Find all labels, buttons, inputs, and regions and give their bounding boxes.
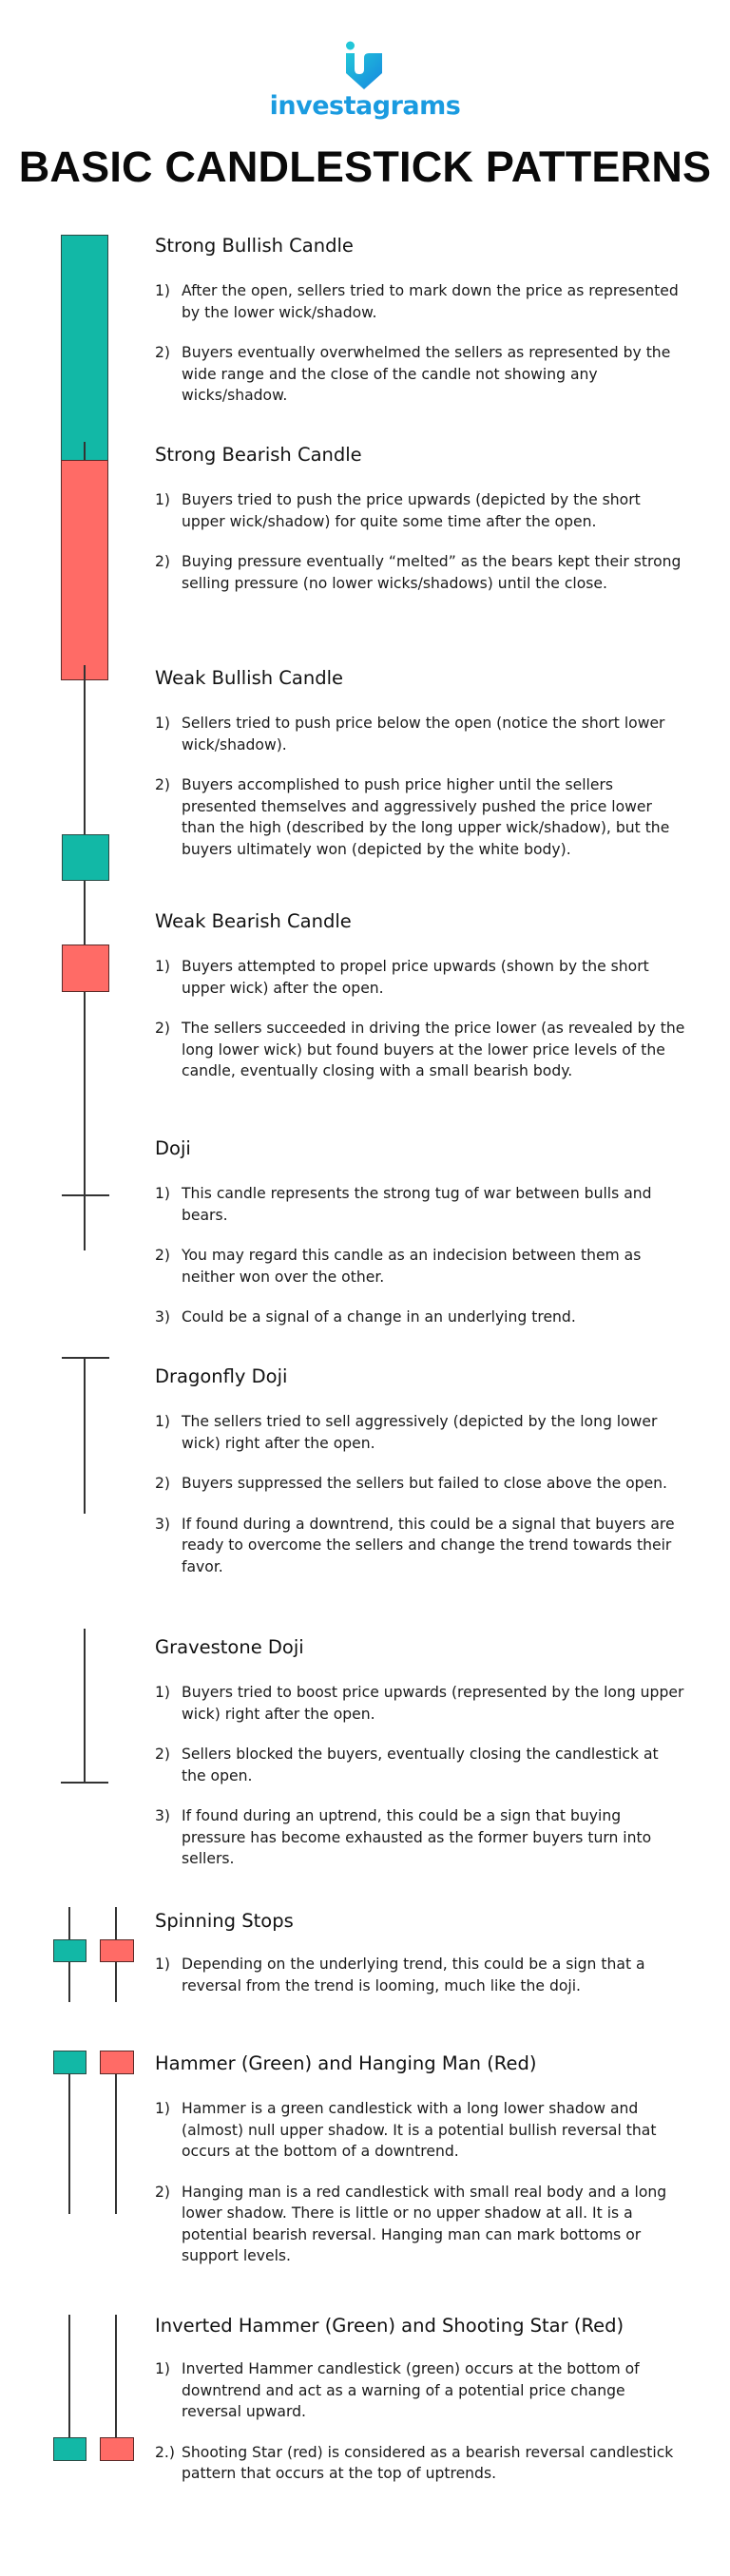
brand-name: investagrams: [269, 91, 461, 121]
section-title: Spinning Stops: [155, 1910, 294, 1932]
list-item: 2) You may regard this candle as an indecision between them as neither won over the other.: [155, 1247, 642, 1286]
list-item: 3) Could be a signal of a change in an underlying trend.: [155, 1308, 576, 1326]
list-item: 1) Buyers attempted to propel price upwards (shown by the short upper wick) after the open.: [155, 958, 649, 997]
list-item: 2) Buyers eventually overwhelmed the sellers as represented by the wide range and the close of the candle not showing any wicks/shadow.: [155, 344, 671, 404]
list-item: 1) This candle represents the strong tug of war between bulls and bears.: [155, 1185, 652, 1224]
section-title: Inverted Hammer (Green) and Shooting Star (Red): [155, 2315, 624, 2337]
list-item: 2) Hanging man is a red candlestick with small real body and a long lower shadow. There is little or no upper shadow at all. It is a potential bearish reversal. Hanging man can mark bottoms or support levels.: [155, 2183, 667, 2264]
list-item: 3) If found during an uptrend, this could be a sign that buying pressure has become exhausted as the former buyers turn into sellers.: [155, 1807, 652, 1867]
list-item: 2) Buyers accomplished to push price higher until the sellers presented themselves and aggressively pushed the price lower than the high (described by the long upper wick/shadow), but the buyers ultimately won (depicted by the white body).: [155, 776, 670, 858]
investagrams-logo-icon: [344, 41, 384, 90]
section-title: Hammer (Green) and Hanging Man (Red): [155, 2052, 537, 2074]
list-item: 2.) Shooting Star (red) is considered as a bearish reversal candlestick pattern that occurs at the top of uptrends.: [155, 2443, 674, 2482]
list-item: 3) If found during a downtrend, this could be a signal that buyers are ready to overcome the sellers and change the trend towards their favor.: [155, 1515, 675, 1575]
list-item: 2) Sellers blocked the buyers, eventually closing the candlestick at the open.: [155, 1746, 659, 1784]
list-item: 1) Buyers tried to boost price upwards (represented by the long upper wick) right after the open.: [155, 1684, 684, 1723]
section-title: Weak Bullish Candle: [155, 667, 343, 689]
list-item: 1) After the open, sellers tried to mark down the price as represented by the lower wick/shadow.: [155, 282, 679, 321]
list-item: 1) Inverted Hammer candlestick (green) occurs at the bottom of downtrend and act as a warning of a potential price change reversal upward.: [155, 2360, 640, 2420]
list-item: 1) Sellers tried to push price below the open (notice the short lower wick/shadow).: [155, 715, 665, 754]
list-item: 2) Buyers suppressed the sellers but failed to close above the open.: [155, 1475, 668, 1492]
page-title: BASIC CANDLESTICK PATTERNS: [18, 143, 712, 191]
section-title: Doji: [155, 1137, 191, 1159]
section-title: Dragonfly Doji: [155, 1365, 288, 1387]
section-title: Weak Bearish Candle: [155, 910, 352, 932]
section-title: Strong Bullish Candle: [155, 235, 354, 257]
list-item: 2) The sellers succeeded in driving the price lower (as revealed by the long lower wick) but found buyers at the lower price levels of the candle, eventually closing with a small bearish body.: [155, 1020, 685, 1079]
section-title: Strong Bearish Candle: [155, 444, 362, 466]
section-title: Gravestone Doji: [155, 1636, 304, 1658]
list-item: 1) The sellers tried to sell aggressively (depicted by the long lower wick) right after the open.: [155, 1413, 658, 1452]
list-item: 1) Depending on the underlying trend, this could be a sign that a reversal from the trend is looming, much like the doji.: [155, 1956, 645, 1994]
list-item: 1) Hammer is a green candlestick with a long lower shadow and (almost) null upper shadow. It is a potential bullish reversal that occurs at the bottom of a downtrend.: [155, 2100, 657, 2160]
list-item: 2) Buying pressure eventually “melted” as the bears kept their strong selling pressure (no lower wicks/shadows) until the close.: [155, 553, 682, 592]
list-item: 1) Buyers tried to push the price upwards (depicted by the short upper wick/shadow) for quite some time after the open.: [155, 491, 641, 530]
